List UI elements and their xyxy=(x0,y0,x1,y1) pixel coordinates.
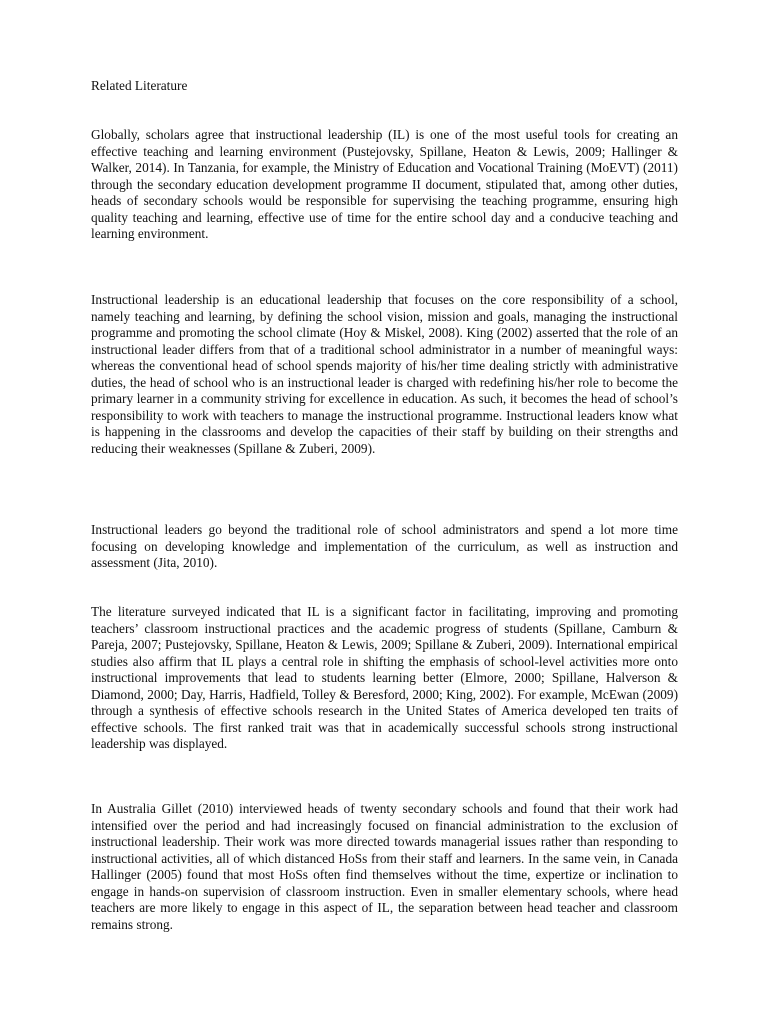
paragraph-beyond-traditional-role: Instructional leaders go beyond the traditional role of school administrators and spend a lot more time focusing on developing knowledge and implementation of the curriculum, as well as instruction and assessment (Jita, 2010). xyxy=(91,522,678,570)
paragraph-literature-surveyed: The literature surveyed indicated that IL is a significant factor in facilitating, improving and promoting teachers’ classroom instructional practices and the academic progress of students (Spillane, Camburn & Pareja, 2007; Pustejovsky, Spillane, Heaton & Lewis, 2009; Spillane & Zuberi, 2009). International empirical studies also affirm that IL plays a central role in shifting the emphasis of school-level activities more onto instructional improvements that lead to students learning better (Elmore, 2000; Spillane, Halverson & Diamond, 2000; Day, Harris, Hadfield, Tolley & Beresford, 2000; King, 2002). For example, McEwan (2009) through a synthesis of effective schools research in the United States of America developed ten traits of effective schools. The first ranked trait was that in academically successful schools strong instructional leadership was displayed. xyxy=(91,604,678,751)
paragraph-instructional-leadership-definition: Instructional leadership is an educational leadership that focuses on the core responsibility of a school, namely teaching and learning, by defining the school vision, mission and goals, managing the instructional programme and promoting the school climate (Hoy & Miskel, 2008). King (2002) asserted that the role of an instructional leader differs from that of a traditional school administrator in a number of meaningful ways: whereas the conventional head of school spends majority of his/her time dealing strictly with administrative duties, the head of school who is an instructional leader is charged with redefining his/her role to become the primary learner in a community striving for excellence in education. As such, it becomes the head of school’s responsibility to work with teachers to manage the instructional programme. Instructional leaders know what is happening in the classrooms and develop the capacities of their staff by building on their strengths and reducing their weaknesses (Spillane & Zuberi, 2009). xyxy=(91,292,678,456)
paragraph-australia-canada: In Australia Gillet (2010) interviewed heads of twenty secondary schools and found that their work had intensified over the period and had increasingly focused on financial administration to the exclusion of instructional leadership. Their work was more directed towards managerial issues rather than responding to instructional activities, all of which distanced HoSs from their staff and learners. In the same vein, in Canada Hallinger (2005) found that most HoSs often find themselves without the time, expertize or inclination to engage in hands-on supervision of classroom instruction. Even in smaller elementary schools, where head teachers are more likely to engage in this aspect of IL, the separation between head teacher and classroom remains strong. xyxy=(91,801,678,932)
section-heading: Related Literature xyxy=(91,78,188,93)
paragraph-global-scholars: Globally, scholars agree that instructional leadership (IL) is one of the most useful tools for creating an effective teaching and learning environment (Pustejovsky, Spillane, Heaton & Lewis, 2009; Hallinger & Walker, 2014). In Tanzania, for example, the Ministry of Education and Vocational Training (MoEVT) (2011) through the secondary education development programme II document, stipulated that, among other duties, heads of secondary schools would be responsible for supervising the teaching programme, ensuring high quality teaching and learning, effective use of time for the entire school day and a conducive teaching and learning environment. xyxy=(91,127,678,241)
